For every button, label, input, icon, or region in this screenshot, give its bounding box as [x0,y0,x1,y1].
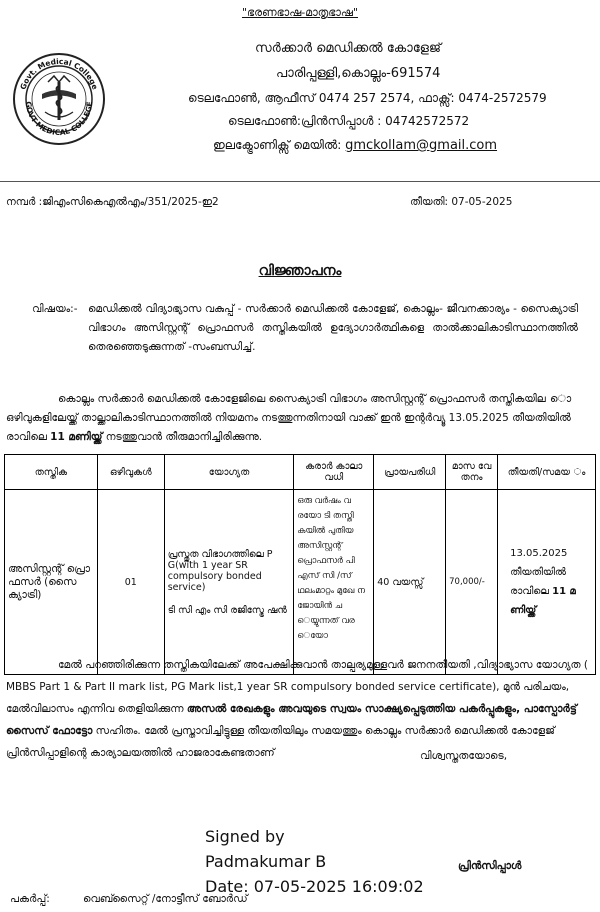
principal-designation: പ്രിൻസിപ്പാൾ [458,860,522,872]
instructions-paragraph [6,654,590,764]
para1-tail: നടത്തുവാൻ തീരുമാനിച്ചിരിക്കുന്നു. [102,431,263,443]
cell-contract-period: ഒരു വർഷം വ രയോ ടി തസ്തി കയിൽ പുതിയ അസിസ്റ്റന്റ് പ്രൊഫസർ പി എസ് സി /സ് ഥലംമാറ്റം മുഖേ ന ജോയിൻ ച െയ്യുന്നത് വര െയോ [294,490,374,675]
motto: "ഭരണഭാഷ-മാതൃഭാഷ" [241,6,359,19]
cell-post: അസിസ്റ്റന്റ് പ്രൊ ഫസർ (സൈ ക്യാട്രി) [5,490,98,675]
principal-phone: ടെലഫോൺ:പ്രിൻസിപ്പാൾ : 04742572572 [228,114,470,128]
office-phone: ടെലഫോൺ, ആഫീസ് 0474 257 2574, ഫാക്സ്: 0474-2572579 [188,91,547,105]
cell-date-time [498,490,596,675]
subject-text: മെഡിക്കൽ വിദ്യാഭ്യാസ വകുപ്പ് - സർക്കാർ മെഡിക്കൽ കോളേജ്, കൊല്ലം- ജീവനക്കാര്യം - സൈക്യാട്രി വിഭാഗം അസിസ്റ്റന്റ് പ്രൊഫസർ തസ്തികയിൽ ഉദ്യോഗാർത്ഥികളെ താൽക്കാലികാടിസ്ഥാനത്തിൽ തെരഞ്ഞെടുക്കുന്നത് -സംബന്ധിച്ച്. [88,303,578,353]
header-divider [0,181,600,182]
signature-name: Padmakumar B [205,852,327,871]
para1-text: കൊല്ലം സർക്കാർ മെഡിക്കൽ കോളേജിലെ സൈക്യാട്രി വിഭാഗം അസിസ്റ്റന്റ് പ്രൊഫസർ തസ്തികയില ൊ ഒഴിവുകളിലേയ്ക്ക് താല്ക്കാലികാടിസ്ഥാനത്തിൽ നിയമനം നടത്തുന്നതിനായി വാക്ക് ഇൻ ഇന്റർവ്യൂ 13.05.2025 തീയതിയിൽ രാവിലെ [6,393,572,443]
table-row [5,490,596,675]
cell-qualification [164,490,294,675]
logo-bottom-text: GOVT MEDICAL COLLEGE [23,101,95,138]
header-date-time: തീയതി/സമയ ം [498,455,596,490]
para2-documents: അസൽ രേഖകളും അവയുടെ സ്വയം സാക്ഷ്യപ്പെടുത്തിയ പകർപ്പുകളും, പാസ്പോർട്ട് സൈസ് ഫോട്ടോ [6,703,577,737]
institution-name: സർക്കാർ മെഡിക്കൽ കോളേജ് [255,41,442,56]
copy-label: പകർപ്പ്: [10,893,50,905]
interview-time: 11 മ ണിയ്ക്ക് [510,586,576,616]
header-salary: മാസ വേ തനം [446,455,498,490]
cell-salary: 70,000/- [446,490,498,675]
signature-date: Date: 07-05-2025 16:09:02 [205,877,424,896]
logo-top-text: Govt. Medical College [18,56,100,91]
email-line [213,138,497,153]
header-contract-period: കരാർ കാലാ വധി [294,455,374,490]
header-vacancies: ഒഴിവുകൾ [97,455,164,490]
college-emblem-logo [12,52,106,146]
header-qualification: യോഗ്യത [164,455,294,490]
interview-date: 13.05.2025 തീയതിയിൽ രാവിലെ [510,548,568,597]
header-age-limit: പ്രായപരിധി [374,455,446,490]
email-label: ഇലക്ട്രോണിക്സ് മെയിൽ: [213,138,342,152]
subject-label: വിഷയം:- [32,303,78,315]
notice-paragraph [6,390,590,447]
reference-number: നമ്പർ :ജിഎംസികെഎൽഎം/351/2025-ഇ2 [6,196,219,208]
para2-text1: മേൽ പറഞ്ഞിരിക്കുന്ന തസ്തികയിലേക്ക് അപേക്ഷിക്കുവാൻ താല്പര്യമുള്ളവർ ജനനതീയതി ,വിദ്യാഭ്യാസ യോഗ്യത ( MBBS Part 1 & Part II mark list, PG Mark list,1 year SR compulsory bonded service certificate), മുൻ പരിചയം, മേൽവിലാസം എന്നിവ തെളിയിക്കുന്ന [6,659,588,715]
signature-signed-by: Signed by [205,827,285,846]
qualification-registration: ടി സി എം സി രജിസ്ട്രേ ഷൻ [167,604,287,616]
institution-address: പാരിപ്പള്ളി,കൊല്ലം-691574 [276,66,441,81]
cell-vacancies: 01 [97,490,164,675]
qualification-pg: പ്രസ്തുത വിഭാഗത്തിലെ P G(with 1 year SR compulsory bonded service) [167,548,273,593]
header-post: തസ്തിക [5,455,98,490]
para2-text2: സഹിതം. മേൽ പ്രസ്താവിച്ചിട്ടുള്ള തീയതിയിലും സമയത്തും കൊല്ലം സർക്കാർ മെഡിക്കൽ കോളേജ് പ്രിൻസിപ്പാളിന്റെ കാര്യാലയത്തിൽ ഹാജരാകേണ്ടതാണ് [6,725,555,759]
document-date: തീയതി: 07-05-2025 [410,196,513,208]
notice-title: വിജ്ഞാപനം [258,263,342,279]
table-header-row [5,455,596,490]
email-link[interactable]: gmckollam@gmail.com [345,138,498,153]
closing-text: വിശ്വസ്തതയോടെ, [420,750,508,762]
vacancy-table [4,454,596,675]
para1-time: 11 മണിയ്ക്ക് [50,431,103,443]
cell-age-limit: 40 വയസ്സ് [374,490,446,675]
copy-recipients: വെബ്സൈറ്റ് /നോട്ടീസ് ബോർഡ് [83,893,248,905]
